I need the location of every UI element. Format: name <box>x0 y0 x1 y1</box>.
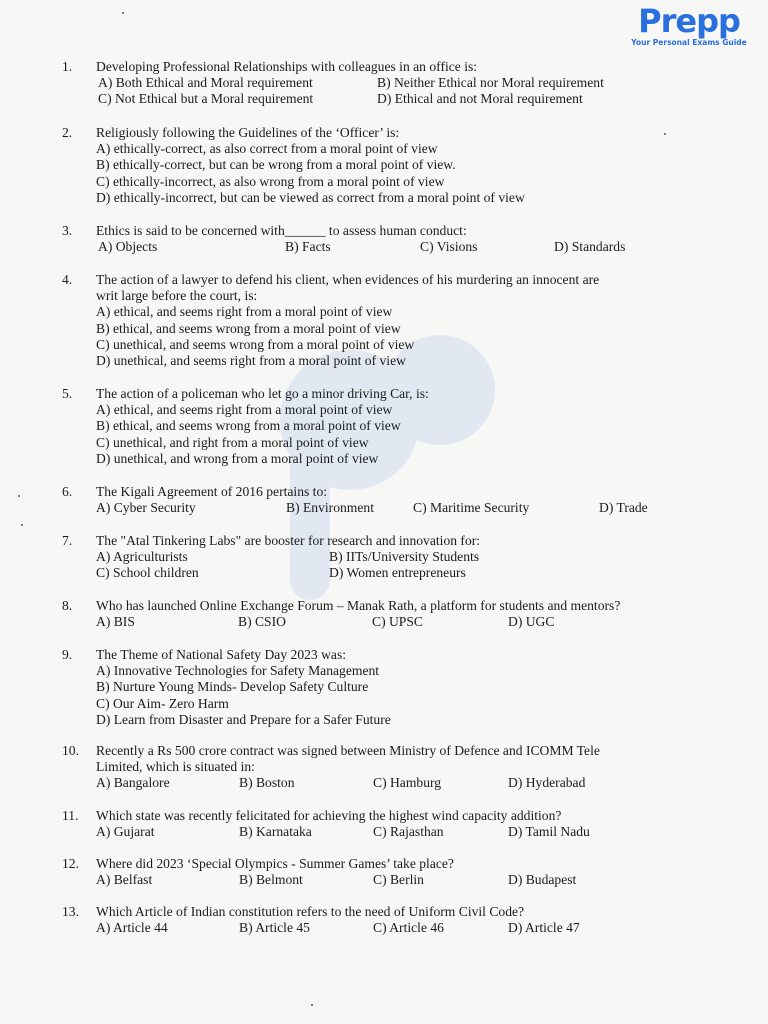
option-b[interactable]: B) Environment <box>286 500 374 516</box>
option-c[interactable]: C) School children <box>96 565 199 581</box>
option-c[interactable]: C) unethical, and right from a moral point of view <box>96 434 369 450</box>
question-text: The "Atal Tinkering Labs" are booster for research and innovation for: <box>96 533 481 548</box>
option-c[interactable]: C) unethical, and seems wrong from a moral point of view <box>96 336 415 352</box>
option-d[interactable]: D) Trade <box>599 500 648 516</box>
option-b[interactable]: B) IITs/University Students <box>329 549 480 565</box>
option-b[interactable]: B) ethically-correct, but can be wrong from a moral point of view. <box>96 157 456 173</box>
prepp-logo[interactable] <box>624 4 754 47</box>
option-d[interactable]: D) Ethical and not Moral requirement <box>377 91 583 107</box>
question-text: Which Article of Indian constitution refers to the need of Uniform Civil Code? <box>96 904 525 919</box>
question-text: Who has launched Online Exchange Forum – Manak Rath, a platform for students and mentors? <box>96 598 621 613</box>
question-text: Where did 2023 ‘Special Olympics - Summer Games’ take place? <box>96 856 454 871</box>
option-d[interactable]: D) Learn from Disaster and Prepare for a Safer Future <box>96 711 391 727</box>
question-number: 3. <box>62 223 73 238</box>
scan-speck <box>664 133 666 135</box>
option-a[interactable]: A) Both Ethical and Moral requirement <box>98 75 313 91</box>
question-number: 11. <box>62 808 79 823</box>
option-b[interactable]: B) Boston <box>239 775 295 791</box>
option-b[interactable]: B) ethical, and seems wrong from a moral point of view <box>96 320 401 336</box>
scan-speck <box>311 1004 313 1006</box>
option-a[interactable]: A) ethical, and seems right from a moral point of view <box>96 402 393 418</box>
option-d[interactable]: D) unethical, and seems right from a moral point of view <box>96 353 406 369</box>
question-text: The Theme of National Safety Day 2023 was: <box>96 647 347 662</box>
option-a[interactable]: A) Cyber Security <box>96 500 196 516</box>
option-c[interactable]: C) Hamburg <box>373 775 442 791</box>
question-number: 2. <box>62 125 73 140</box>
option-a[interactable]: A) Innovative Technologies for Safety Management <box>96 663 380 679</box>
option-d[interactable]: D) ethically-incorrect, but can be viewed as correct from a moral point of view <box>96 189 525 205</box>
scan-speck <box>21 524 23 526</box>
logo-wordmark: Prepp <box>638 2 740 40</box>
option-b[interactable]: B) ethical, and seems wrong from a moral point of view <box>96 418 401 434</box>
option-d[interactable]: D) Hyderabad <box>508 775 586 791</box>
option-d[interactable]: D) Standards <box>554 239 626 255</box>
option-b[interactable]: B) Nurture Young Minds- Develop Safety Culture <box>96 679 369 695</box>
option-a[interactable]: A) Bangalore <box>96 775 170 791</box>
question-text: Which state was recently felicitated for achieving the highest wind capacity addition? <box>96 808 562 823</box>
question-number: 13. <box>62 904 79 919</box>
question-number: 7. <box>62 533 73 548</box>
option-a[interactable]: A) Article 44 <box>96 920 168 936</box>
option-c[interactable]: C) Maritime Security <box>413 500 530 516</box>
option-c[interactable]: C) Rajasthan <box>373 824 444 840</box>
question-text: The Kigali Agreement of 2016 pertains to: <box>96 484 328 499</box>
option-c[interactable]: C) ethically-incorrect, as also wrong from a moral point of view <box>96 173 445 189</box>
option-a[interactable]: A) Agriculturists <box>96 549 188 565</box>
question-text-line-1: Recently a Rs 500 crore contract was signed between Ministry of Defence and ICOMM Tele <box>96 743 600 758</box>
question-text: Religiously following the Guidelines of the ‘Officer’ is: <box>96 125 400 140</box>
question-number: 6. <box>62 484 73 499</box>
question-number: 9. <box>62 647 73 662</box>
option-a[interactable]: A) BIS <box>96 614 135 630</box>
question-text: The action of a policeman who let go a minor driving Car, is: <box>96 386 429 401</box>
question-text-line-1: The action of a lawyer to defend his client, when evidences of his murdering an innocent are <box>96 272 600 287</box>
option-a[interactable]: A) Gujarat <box>96 824 155 840</box>
option-c[interactable]: C) Our Aim- Zero Harm <box>96 695 229 711</box>
prepp-watermark-icon <box>230 330 570 630</box>
question-text-line-2: writ large before the court, is: <box>96 288 258 304</box>
option-d[interactable]: D) Article 47 <box>508 920 580 936</box>
option-d[interactable]: D) Budapest <box>508 872 577 888</box>
question-number: 8. <box>62 598 73 613</box>
question-text-line-2: Limited, which is situated in: <box>96 759 255 775</box>
option-b[interactable]: B) Neither Ethical nor Moral requirement <box>377 75 604 91</box>
scan-speck <box>122 12 124 14</box>
option-d[interactable]: D) Women entrepreneurs <box>329 565 466 581</box>
option-c[interactable]: C) Visions <box>420 239 478 255</box>
option-d[interactable]: D) unethical, and wrong from a moral point of view <box>96 450 379 466</box>
option-a[interactable]: A) ethically-correct, as also correct from a moral point of view <box>96 141 438 157</box>
option-d[interactable]: D) UGC <box>508 614 555 630</box>
option-b[interactable]: B) Facts <box>285 239 331 255</box>
question-number: 4. <box>62 272 73 287</box>
option-c[interactable]: C) UPSC <box>372 614 423 630</box>
option-d[interactable]: D) Tamil Nadu <box>508 824 590 840</box>
option-c[interactable]: C) Article 46 <box>373 920 444 936</box>
question-number: 5. <box>62 386 73 401</box>
option-a[interactable]: A) Belfast <box>96 872 153 888</box>
question-text: Developing Professional Relationships with colleagues in an office is: <box>96 59 478 74</box>
option-a[interactable]: A) Objects <box>98 239 158 255</box>
logo-tagline: Your Personal Exams Guide <box>631 38 747 47</box>
option-b[interactable]: B) CSIO <box>238 614 286 630</box>
option-c[interactable]: C) Berlin <box>373 872 424 888</box>
option-b[interactable]: B) Karnataka <box>239 824 312 840</box>
option-b[interactable]: B) Article 45 <box>239 920 310 936</box>
question-number: 12. <box>62 856 79 871</box>
option-c[interactable]: C) Not Ethical but a Moral requirement <box>98 91 314 107</box>
option-b[interactable]: B) Belmont <box>239 872 303 888</box>
option-a[interactable]: A) ethical, and seems right from a moral point of view <box>96 304 393 320</box>
question-text: Ethics is said to be concerned with______ to assess human conduct: <box>96 223 467 238</box>
scan-speck <box>18 495 20 497</box>
question-number: 1. <box>62 59 73 74</box>
question-number: 10. <box>62 743 79 758</box>
